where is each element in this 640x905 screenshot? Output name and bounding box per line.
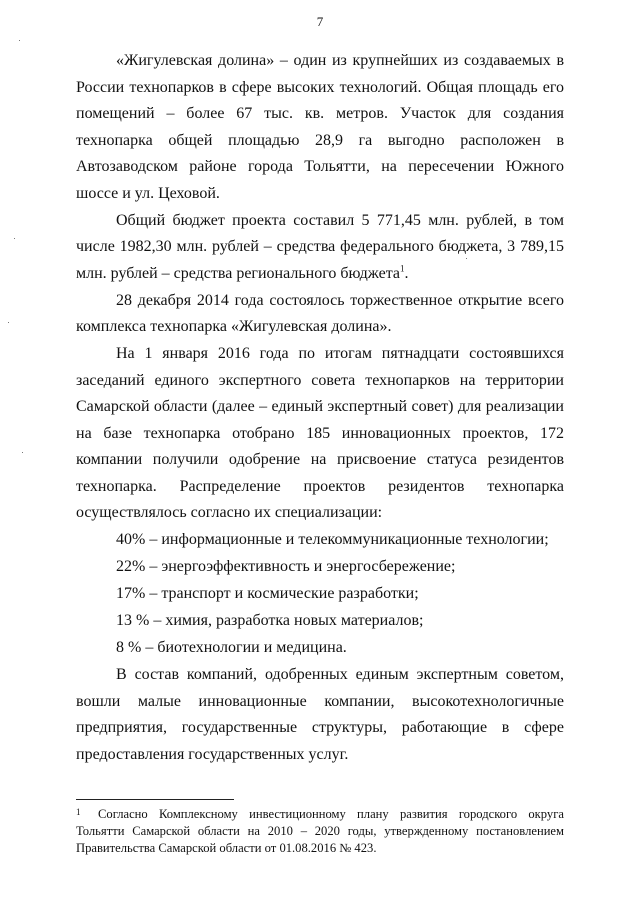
scan-speck bbox=[22, 452, 23, 453]
list-item-specialization: 22% – энергоэффективность и энергосбережение; bbox=[116, 558, 456, 575]
scan-speck bbox=[19, 40, 20, 41]
document-body bbox=[76, 48, 564, 769]
footnote-reference[interactable]: 1 bbox=[400, 263, 405, 274]
scan-speck bbox=[466, 258, 467, 259]
footnote bbox=[76, 806, 564, 857]
scan-speck bbox=[8, 322, 9, 323]
footnote-text: Согласно Комплексному инвестиционному плану развития городского округа Тольятти Самарской области на 2010 – 2020 годы, утвержденному постановлением Правительства Самарской области от 01.08.2016 № 423. bbox=[76, 807, 564, 855]
list-item-specialization: 13 % – химия, разработка новых материалов; bbox=[116, 612, 424, 629]
paragraph-opening: 28 декабря 2014 года состоялось торжественное открытие всего комплекса технопарка «Жигулевская долина». bbox=[76, 291, 564, 335]
page-number: 7 bbox=[316, 14, 324, 29]
budget-period: . bbox=[404, 264, 409, 282]
paragraph-budget bbox=[76, 208, 564, 288]
paragraph-composition: В состав компаний, одобренных единым экспертным советом, вошли малые инновационные компании, высокотехнологичные предприятия, государственные структуры, работающие в сфере предоставления государственных услуг. bbox=[76, 666, 564, 763]
list-item-specialization: 17% – транспорт и космические разработки; bbox=[116, 585, 419, 602]
scan-speck bbox=[14, 238, 15, 239]
footnote-mark: 1 bbox=[76, 807, 81, 817]
budget-text: Общий бюджет проекта составил 5 771,45 млн. рублей, в том числе 1982,30 млн. рублей – средства федерального бюджета, 3 789,15 млн. рублей – средства регионального бюджета bbox=[76, 211, 564, 282]
paragraph-expert-council: На 1 января 2016 года по итогам пятнадцати состоявшихся заседаний единого экспертного совета технопарков на территории Самарской области (далее – единый экспертный совет) для реализации на базе технопарка отобрано 185 инновационных проектов, 172 компании получили одобрение на присвоение статуса резидентов технопарка. Распределение проектов резидентов технопарка осуществлялось согласно их специализации: bbox=[76, 345, 564, 521]
footnote-separator bbox=[76, 799, 234, 800]
paragraph-technopark-intro: «Жигулевская долина» – один из крупнейших из создаваемых в России технопарков в сфере высоких технологий. Общая площадь его помещений – более 67 тыс. кв. метров. Участок для создания технопарка общей площадью 28,9 га выгодно расположен в Автозаводском районе города Тольятти, на пересечении Южного шоссе и ул. Цеховой. bbox=[76, 52, 564, 202]
list-item-specialization: 8 % – биотехнологии и медицина. bbox=[116, 639, 347, 656]
list-item-specialization: 40% – информационные и телекоммуникационные технологии; bbox=[116, 531, 549, 548]
